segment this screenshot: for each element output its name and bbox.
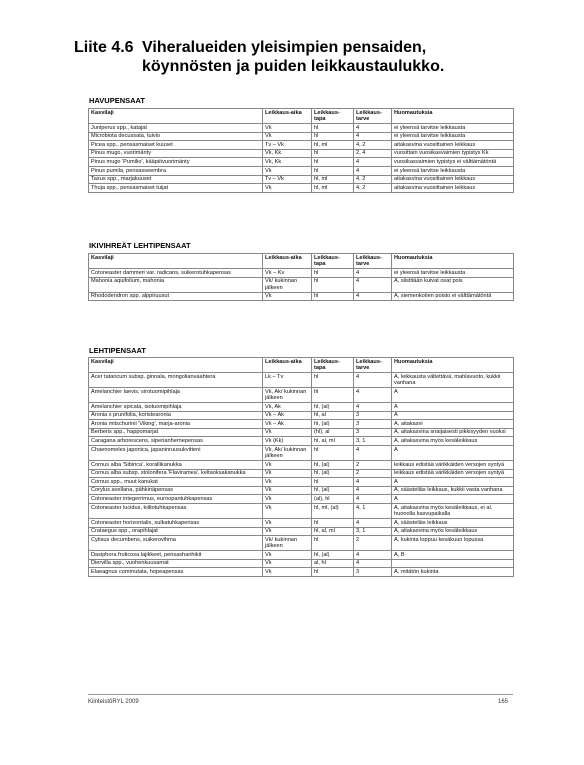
appendix-number: Liite 4.6 bbox=[74, 39, 134, 56]
plant-cell: Caragana arborescens, siperianhernepensas bbox=[89, 437, 263, 446]
plant-cell: Cotoneaster integerrimus, euroopantuhkapensas bbox=[89, 495, 263, 504]
column-header: Kasvilaji bbox=[89, 358, 263, 373]
notes-cell: A bbox=[392, 495, 514, 504]
column-header: Kasvilaji bbox=[89, 109, 263, 124]
plant-cell: Aronia mitschurinii 'Viking', marja-aronia bbox=[89, 420, 263, 429]
table-row bbox=[89, 403, 514, 412]
need-cell: 4 bbox=[354, 403, 392, 412]
plant-cell: Cotoneaster horizontalis, sulkatuhkapensas bbox=[89, 518, 263, 527]
notes-cell: A bbox=[392, 388, 514, 403]
plant-cell: Cotoneaster dammeri var. radicans, suikerotuhkapensas bbox=[89, 269, 263, 278]
need-cell: 4 bbox=[354, 478, 392, 487]
notes-cell: A bbox=[392, 445, 514, 460]
timing-cell: Vk bbox=[263, 495, 312, 504]
table-header-row bbox=[89, 254, 514, 269]
notes-cell: A, aitakasvina myös kesäleikkaus bbox=[392, 527, 514, 536]
timing-cell: Vk/ kukinnan jälkeen bbox=[263, 536, 312, 551]
notes-cell: A, aitakasvina myös kesäleikkaus bbox=[392, 437, 514, 446]
table-header-row bbox=[89, 109, 514, 124]
need-cell: 3 bbox=[354, 420, 392, 429]
plant-cell: Pinus mugo 'Pumilio', kääpiövuorimänty bbox=[89, 158, 263, 167]
timing-cell: Vk bbox=[263, 428, 312, 437]
notes-cell: ei yleensä tarvitse leikkausta bbox=[392, 132, 514, 141]
method-cell: hl, ml, (al) bbox=[312, 503, 354, 518]
notes-cell: A bbox=[392, 411, 514, 420]
notes-cell: A, mitätön kukinta bbox=[392, 568, 514, 577]
notes-cell: vuosikasvaimien typistys ei välttämätöntä bbox=[392, 158, 514, 167]
table-row bbox=[89, 568, 514, 577]
need-cell: 4 bbox=[354, 132, 392, 141]
column-header: Leikkaus-tapa bbox=[312, 254, 354, 269]
table-row bbox=[89, 559, 514, 568]
column-header: Leikkaus-tarve bbox=[354, 109, 392, 124]
column-header: Huomautuksia bbox=[392, 254, 514, 269]
table-row bbox=[89, 132, 514, 141]
method-cell: hl, al, ml bbox=[312, 437, 354, 446]
need-cell: 3 bbox=[354, 411, 392, 420]
table-row bbox=[89, 411, 514, 420]
method-cell: hl bbox=[312, 536, 354, 551]
timing-cell: Vk bbox=[263, 469, 312, 478]
need-cell: 4, 2 bbox=[354, 141, 392, 150]
footer-publication: KiinteistöRYL 2009 bbox=[88, 699, 139, 705]
method-cell: hl bbox=[312, 518, 354, 527]
plant-cell: Aronia x prunifolia, koristearonia bbox=[89, 411, 263, 420]
plant-cell: Cotoneaster lucidus, kiiltotuhkapensas bbox=[89, 503, 263, 518]
method-cell: hl, al, ml bbox=[312, 527, 354, 536]
table-row bbox=[89, 166, 514, 175]
method-cell: hl bbox=[312, 124, 354, 133]
timing-cell: Vk, Ak/ kukinnan jälkeen bbox=[263, 445, 312, 460]
plant-cell: Pinus mugo, vuorimänty bbox=[89, 149, 263, 158]
timing-cell: Vk bbox=[263, 184, 312, 193]
method-cell: hl bbox=[312, 132, 354, 141]
method-cell: hl bbox=[312, 373, 354, 388]
need-cell: 4 bbox=[354, 292, 392, 301]
timing-cell: Vk bbox=[263, 559, 312, 568]
need-cell: 4 bbox=[354, 166, 392, 175]
table-row bbox=[89, 551, 514, 560]
timing-cell: Vk – Ak bbox=[263, 420, 312, 429]
timing-cell: Vk, Kk bbox=[263, 149, 312, 158]
plant-cell: Mahonia aquifolium, mahonia bbox=[89, 277, 263, 292]
column-header: Leikkaus-aika bbox=[263, 254, 312, 269]
need-cell: 4, 2 bbox=[354, 184, 392, 193]
method-cell: hl bbox=[312, 166, 354, 175]
table-havupensaat bbox=[88, 108, 514, 193]
need-cell: 4 bbox=[354, 124, 392, 133]
method-cell: hl, al bbox=[312, 411, 354, 420]
column-header: Kasvilaji bbox=[89, 254, 263, 269]
need-cell: 4, 2 bbox=[354, 175, 392, 184]
timing-cell: Vk bbox=[263, 486, 312, 495]
timing-cell: Vk – Ak bbox=[263, 411, 312, 420]
table-row bbox=[89, 527, 514, 536]
timing-cell: Vk (Kk) bbox=[263, 437, 312, 446]
plant-cell: Picea spp., pensasmaiset kuuset bbox=[89, 141, 263, 150]
column-header: Leikkaus-tapa bbox=[312, 109, 354, 124]
method-cell: hl, ml bbox=[312, 141, 354, 150]
plant-cell: Corylus avellana, pähkinäpensas bbox=[89, 486, 263, 495]
table-row bbox=[89, 149, 514, 158]
table-row bbox=[89, 124, 514, 133]
table-row bbox=[89, 141, 514, 150]
section-heading-ikivihreat: IKIVIHREÄT LEHTIPENSAAT bbox=[89, 241, 191, 250]
plant-cell: Cornus spp., muut kanukat bbox=[89, 478, 263, 487]
method-cell: hl bbox=[312, 292, 354, 301]
notes-cell: ei yleensä tarvitse leikkausta bbox=[392, 124, 514, 133]
notes-cell: A, leikkausta vältettävä, mahlavuoto, kukkii vanhana bbox=[392, 373, 514, 388]
table-row bbox=[89, 460, 514, 469]
method-cell: al, hl bbox=[312, 559, 354, 568]
notes-cell: leikkaus edistää värikkäiden versojen syntyä bbox=[392, 460, 514, 469]
method-cell: hl, (al) bbox=[312, 486, 354, 495]
timing-cell: Vk bbox=[263, 478, 312, 487]
method-cell: hl, ml bbox=[312, 175, 354, 184]
table-row bbox=[89, 503, 514, 518]
method-cell: hl bbox=[312, 149, 354, 158]
method-cell: hl, (al) bbox=[312, 551, 354, 560]
notes-cell: aitakasvina vuosittainen leikkaus bbox=[392, 184, 514, 193]
plant-cell: Juniperus spp., katajat bbox=[89, 124, 263, 133]
need-cell: 3 bbox=[354, 568, 392, 577]
timing-cell: Vk bbox=[263, 132, 312, 141]
timing-cell: Vk, Ak bbox=[263, 403, 312, 412]
plant-cell: Taxus spp., marjakuuset bbox=[89, 175, 263, 184]
column-header: Leikkaus-tarve bbox=[354, 358, 392, 373]
notes-cell: ei yleensä tarvitse leikkausta bbox=[392, 269, 514, 278]
notes-cell: ei yleensä tarvitse leikkausta bbox=[392, 166, 514, 175]
notes-cell: A, aitakasvina myös kesäleikkaus, ei al. huonolla kasvupaikalla bbox=[392, 503, 514, 518]
table-row bbox=[89, 536, 514, 551]
column-header: Leikkaus-tapa bbox=[312, 358, 354, 373]
plant-cell: Dasiphora fruticosa lajikkeet, pensashanhikit bbox=[89, 551, 263, 560]
notes-cell: A, aitakasvina snaijaisesti pikkisyyden vuoksi bbox=[392, 428, 514, 437]
timing-cell: Vk, Kk bbox=[263, 158, 312, 167]
table-row bbox=[89, 292, 514, 301]
table-lehtipensaat bbox=[88, 357, 514, 577]
need-cell: 4 bbox=[354, 495, 392, 504]
need-cell: 4 bbox=[354, 486, 392, 495]
timing-cell: Vk bbox=[263, 551, 312, 560]
timing-cell: Vk bbox=[263, 124, 312, 133]
timing-cell: Vk bbox=[263, 460, 312, 469]
plant-cell: Diervilla spp., vuohenkuusamat bbox=[89, 559, 263, 568]
notes-cell: A, aitakasvi bbox=[392, 420, 514, 429]
timing-cell: Vk, Ak/ kukinnan jälkeen bbox=[263, 388, 312, 403]
table-row bbox=[89, 478, 514, 487]
timing-cell: Vk bbox=[263, 568, 312, 577]
column-header: Leikkaus-tarve bbox=[354, 254, 392, 269]
table-row bbox=[89, 158, 514, 167]
table-row bbox=[89, 269, 514, 278]
need-cell: 2, 4 bbox=[354, 149, 392, 158]
timing-cell: Vk bbox=[263, 518, 312, 527]
table-row bbox=[89, 445, 514, 460]
column-header: Huomautuksia bbox=[392, 109, 514, 124]
column-header: Leikkaus-aika bbox=[263, 358, 312, 373]
plant-cell: Chaenomeles japonica, japaninruusukvitteni bbox=[89, 445, 263, 460]
table-row bbox=[89, 428, 514, 437]
timing-cell: Vk/ kukinnan jälkeen bbox=[263, 277, 312, 292]
method-cell: hl bbox=[312, 445, 354, 460]
notes-cell: A bbox=[392, 403, 514, 412]
plant-cell: Microbiota decussata, tuivio bbox=[89, 132, 263, 141]
need-cell: 4 bbox=[354, 269, 392, 278]
plant-cell: Cornus alba subsp. stolonifera 'Flaviramea', keltaoksakanukka bbox=[89, 469, 263, 478]
need-cell: 4 bbox=[354, 277, 392, 292]
timing-cell: Vk – Kv bbox=[263, 269, 312, 278]
notes-cell: A, siistitään kuivat osat pois bbox=[392, 277, 514, 292]
need-cell: 3 bbox=[354, 428, 392, 437]
need-cell: 4 bbox=[354, 373, 392, 388]
table-row bbox=[89, 486, 514, 495]
notes-cell: A, B bbox=[392, 551, 514, 560]
need-cell: 3, 1 bbox=[354, 527, 392, 536]
column-header: Huomautuksia bbox=[392, 358, 514, 373]
table-row bbox=[89, 373, 514, 388]
need-cell: 2 bbox=[354, 460, 392, 469]
notes-cell: vuosittain vuosikasvaimien typistys Kk bbox=[392, 149, 514, 158]
need-cell: 4 bbox=[354, 518, 392, 527]
notes-cell: A, kukinta loppuu kesäkuun lopussa bbox=[392, 536, 514, 551]
title-line-2: köynnösten ja puiden leikkaustaulukko. bbox=[142, 58, 445, 75]
table-row bbox=[89, 420, 514, 429]
plant-cell: Rhododendron spp. alppiruusut bbox=[89, 292, 263, 301]
need-cell: 4 bbox=[354, 559, 392, 568]
column-header: Leikkaus-aika bbox=[263, 109, 312, 124]
method-cell: hl, (al) bbox=[312, 460, 354, 469]
need-cell: 4 bbox=[354, 445, 392, 460]
method-cell: (hl), al bbox=[312, 428, 354, 437]
plant-cell: Acer tataricum subsp. ginnala, mongolianvaahtera bbox=[89, 373, 263, 388]
plant-cell: Pinus pumila, pensasseembra bbox=[89, 166, 263, 175]
timing-cell: Lk – Tv bbox=[263, 373, 312, 388]
page-title bbox=[74, 38, 444, 76]
table-row bbox=[89, 175, 514, 184]
table-row bbox=[89, 437, 514, 446]
table-row bbox=[89, 518, 514, 527]
need-cell: 2 bbox=[354, 536, 392, 551]
footer-page-number: 165 bbox=[498, 699, 509, 705]
method-cell: (al), hl bbox=[312, 495, 354, 504]
method-cell: hl, (al) bbox=[312, 420, 354, 429]
plant-cell: Elaeagnus commutata, hopeapensas bbox=[89, 568, 263, 577]
table-row bbox=[89, 184, 514, 193]
method-cell: hl, (al) bbox=[312, 469, 354, 478]
method-cell: hl bbox=[312, 478, 354, 487]
need-cell: 4 bbox=[354, 551, 392, 560]
method-cell: hl bbox=[312, 158, 354, 167]
title-line-1: Viheralueiden yleisimpien pensaiden, bbox=[142, 39, 427, 56]
notes-cell: leikkaus edistää värikkäiden versojen syntyä bbox=[392, 469, 514, 478]
notes-cell: A, säästeliäs leikkaus bbox=[392, 518, 514, 527]
need-cell: 2 bbox=[354, 469, 392, 478]
need-cell: 4, 1 bbox=[354, 503, 392, 518]
method-cell: hl bbox=[312, 568, 354, 577]
notes-cell: A bbox=[392, 478, 514, 487]
need-cell: 4 bbox=[354, 388, 392, 403]
method-cell: hl, ml bbox=[312, 184, 354, 193]
method-cell: hl bbox=[312, 277, 354, 292]
table-row bbox=[89, 469, 514, 478]
notes-cell: aitakasvina vuosittainen leikkaus bbox=[392, 175, 514, 184]
timing-cell: Tv – Vk bbox=[263, 141, 312, 150]
method-cell: hl, (al) bbox=[312, 403, 354, 412]
need-cell: 4 bbox=[354, 158, 392, 167]
timing-cell: Tv – Vk bbox=[263, 175, 312, 184]
table-row bbox=[89, 388, 514, 403]
notes-cell: aitakasvina vuosittainen leikkaus bbox=[392, 141, 514, 150]
timing-cell: Vk bbox=[263, 166, 312, 175]
section-heading-lehtipensaat: LEHTIPENSAAT bbox=[89, 346, 146, 355]
plant-cell: Cytisus decumbens, suikerovihma bbox=[89, 536, 263, 551]
plant-cell: Thuja spp., pensasmaiset tuijat bbox=[89, 184, 263, 193]
timing-cell: Vk bbox=[263, 503, 312, 518]
method-cell: hl bbox=[312, 269, 354, 278]
plant-cell: Berberis spp., happomarjat bbox=[89, 428, 263, 437]
plant-cell: Cornus alba 'Sibirica', korallikanukka bbox=[89, 460, 263, 469]
footer-divider bbox=[88, 694, 513, 695]
notes-cell: A, säästeliäs leikkaus, kukkii vasta vanhana bbox=[392, 486, 514, 495]
table-ikivihreat-lehtipensaat bbox=[88, 253, 514, 301]
section-heading-havupensaat: HAVUPENSAAT bbox=[89, 96, 145, 105]
table-row bbox=[89, 495, 514, 504]
plant-cell: Crataegus spp., orapihlajat bbox=[89, 527, 263, 536]
timing-cell: Vk bbox=[263, 527, 312, 536]
notes-cell: A, siemenkotien poisto ei välttämätöntä bbox=[392, 292, 514, 301]
table-row bbox=[89, 277, 514, 292]
notes-cell bbox=[392, 559, 514, 568]
plant-cell: Amelanchier laevis, sirotuomipihlaja bbox=[89, 388, 263, 403]
timing-cell: Vk bbox=[263, 292, 312, 301]
method-cell: hl bbox=[312, 388, 354, 403]
need-cell: 3, 1 bbox=[354, 437, 392, 446]
table-header-row bbox=[89, 358, 514, 373]
plant-cell: Amelanchier spicata, isotuomipihlaja bbox=[89, 403, 263, 412]
